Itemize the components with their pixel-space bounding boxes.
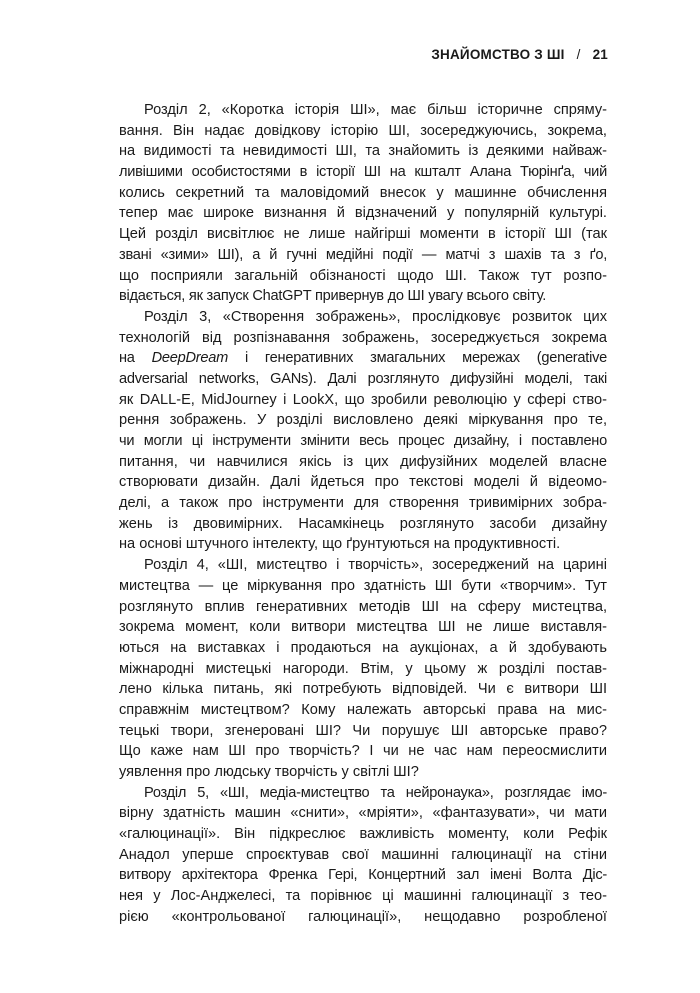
text-line: Розділ 3, «Створення зображень», прослідковує розвиток цих bbox=[144, 308, 607, 325]
text-run: на bbox=[119, 350, 152, 367]
text-line: мистецтва — це міркування про здатність ШІ бути «творчим». Тут bbox=[119, 577, 607, 594]
text-line: вання. Він надає довідкову історію ШІ, зосереджуючись, зокрема, bbox=[119, 122, 607, 139]
text-line: уявлення про людську творчість у світлі ШІ? bbox=[119, 764, 419, 780]
text-line: відається, як запуск ChatGPT привернув до ШІ увагу всього світу. bbox=[119, 288, 547, 305]
text-run: і генеративних змагальних мережах (generative bbox=[228, 350, 607, 367]
text-line: adversarial networks, GANs). Далі розглянуто дифузійні моделі, такі bbox=[119, 370, 607, 387]
text-line: Розділ 5, «ШІ, медіа-мистецтво та нейронаука», розглядає імо- bbox=[144, 784, 607, 801]
text-line: ються на виставках і продаються на аукціонах, а й здобувають bbox=[119, 639, 607, 656]
text-line: справжнім мистецтвом? Кому належать авторські права на мис- bbox=[119, 701, 607, 718]
text-line: розглянуто вплив генеративних методів ШІ на сферу мистецтва, bbox=[119, 598, 607, 615]
text-line: що посприяли загальній обізнаності щодо ШІ. Також тут розпо- bbox=[119, 267, 607, 284]
text-line: Що каже нам ШІ про творчість? І чи не час нам переосмислити bbox=[119, 743, 607, 760]
running-head bbox=[431, 47, 608, 62]
text-line: зокрема момент, коли витвори мистецтва ШІ не лише виставля- bbox=[119, 619, 607, 636]
text-line: рення зображень. У розділі висловлено деякі міркування про те, bbox=[119, 412, 607, 429]
header-separator: / bbox=[576, 47, 581, 62]
chapter-title: ЗНАЙОМСТВО З ШІ bbox=[431, 47, 565, 62]
italic-term: DeepDream bbox=[151, 350, 229, 367]
text-line: Розділ 4, «ШІ, мистецтво і творчість», зосереджений на царині bbox=[144, 557, 607, 574]
text-line: звані «зими» ШІ), а й гучні медійні події — матчі з шахів та з ґо, bbox=[119, 246, 607, 263]
text-line: міжнародні мистецькі нагороди. Втім, у цьому ж розділі постав- bbox=[119, 660, 607, 677]
text-line: делі, а також про інструменти для створення тривимірних зобра- bbox=[119, 495, 607, 512]
text-line: нея у Лос-Анджелесі, та порівнює ці машинні галюцинації з тео- bbox=[119, 888, 607, 905]
text-line bbox=[119, 348, 607, 369]
text-line: створювати дизайн. Далі йдеться про текстові моделі й відеомо- bbox=[119, 474, 607, 491]
text-line: як DALL-E, MidJourney і LookX, що зробили революцію у сфері ство- bbox=[119, 391, 607, 408]
text-line: технологій від розпізнавання зображень, зосереджується зокрема bbox=[119, 329, 607, 346]
body-text bbox=[119, 100, 607, 928]
text-line: питання, чи навчилися якісь із цих дифузійних моделей власне bbox=[119, 453, 607, 470]
text-line: «галюцинації». Він підкреслює важливість моменту, коли Рефік bbox=[119, 826, 607, 843]
text-line: тепер має широке визнання й відзначений у популярній культурі. bbox=[119, 205, 607, 222]
text-line: Анадол уперше спроєктував свої машинні галюцинації на стіни bbox=[119, 846, 607, 863]
text-line: тецькі твори, згенеровані ШІ? Чи порушує ШІ авторське право? bbox=[119, 722, 607, 739]
text-line: Розділ 2, «Коротка історія ШІ», має більш історичне спряму- bbox=[144, 102, 607, 118]
text-line: лено кілька питань, які потребують відповідей. Чи є витвори ШІ bbox=[119, 681, 607, 698]
page-number: 21 bbox=[592, 47, 608, 62]
text-line: ливішими особистостями в історії ШІ на кшталт Алана Тюрінґа, чий bbox=[119, 164, 607, 181]
text-line: вірну здатність машин «снити», «мріяти», «фантазувати», чи мати bbox=[119, 805, 607, 822]
text-line: колись секретний та маловідомий внесок у машинне обчислення bbox=[119, 184, 607, 201]
text-line: рією «контрольованої галюцинації», нещодавно розробленої bbox=[119, 908, 607, 925]
text-line: на видимості та невидимості ШІ, та знайомить із деякими найваж- bbox=[119, 143, 607, 160]
text-line: Цей розділ висвітлює не лише найгірші моменти в історії ШІ (так bbox=[119, 226, 607, 243]
text-line: на основі штучного інтелекту, що ґрунтуються на продуктивності. bbox=[119, 536, 561, 553]
text-line: витвору архітектора Френка Гері, Концертний зал імені Волта Діс- bbox=[119, 867, 607, 884]
text-line: чи могли ці інструменти змінити весь процес дизайну, і поставлено bbox=[119, 433, 607, 449]
text-line: жень із двовимірних. Насамкінець розглянуто засоби дизайну bbox=[119, 515, 607, 532]
